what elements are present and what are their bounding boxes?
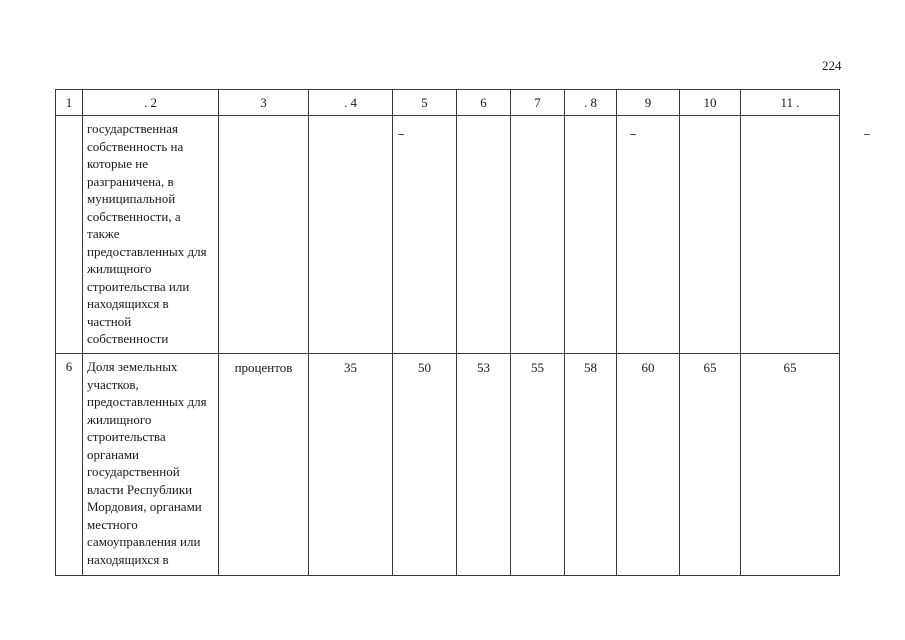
value-cell <box>511 116 565 354</box>
value-cell: 55 <box>511 354 565 576</box>
page-number: 224 <box>822 58 842 73</box>
row-number-cell: 6 <box>56 354 83 576</box>
header-cell: 3 <box>219 90 309 116</box>
header-cell: . 4 <box>309 90 393 116</box>
value-cell <box>680 116 741 354</box>
description-cell: государственная собственность на которые не разграничена, в муниципальной собственности, а также предоставленных для жилищного строительства или находящихся в частной собственности <box>83 116 219 354</box>
value-cell: 65 <box>680 354 741 576</box>
value-cell <box>309 116 393 354</box>
header-cell: . 2 <box>83 90 219 116</box>
value-cell: 60 <box>617 354 680 576</box>
header-cell: 11 . <box>741 90 840 116</box>
header-cell: 10 <box>680 90 741 116</box>
row-number-cell <box>56 116 83 354</box>
value-cell <box>565 116 617 354</box>
value-cell: 50 <box>393 354 457 576</box>
value-cell <box>741 116 840 354</box>
header-row <box>56 90 840 116</box>
scan-mark <box>630 134 636 135</box>
description-cell: Доля земельных участков, предоставленных для жилищного строительства органами государственной власти Республики Мордовия, органами местного самоуправления или находящихся в <box>83 354 219 576</box>
header-cell: . 8 <box>565 90 617 116</box>
scan-mark <box>398 134 404 135</box>
unit-cell: процентов <box>219 354 309 576</box>
scan-mark <box>864 134 870 135</box>
value-cell: 58 <box>565 354 617 576</box>
value-cell <box>393 116 457 354</box>
header-cell: 1 <box>56 90 83 116</box>
table-row <box>56 354 840 576</box>
value-cell <box>457 116 511 354</box>
header-cell: 7 <box>511 90 565 116</box>
value-cell: 65 <box>741 354 840 576</box>
unit-cell <box>219 116 309 354</box>
header-cell: 6 <box>457 90 511 116</box>
indicator-table <box>55 89 840 576</box>
header-cell: 5 <box>393 90 457 116</box>
value-cell <box>617 116 680 354</box>
value-cell: 53 <box>457 354 511 576</box>
value-cell: 35 <box>309 354 393 576</box>
header-cell: 9 <box>617 90 680 116</box>
table-row <box>56 116 840 354</box>
